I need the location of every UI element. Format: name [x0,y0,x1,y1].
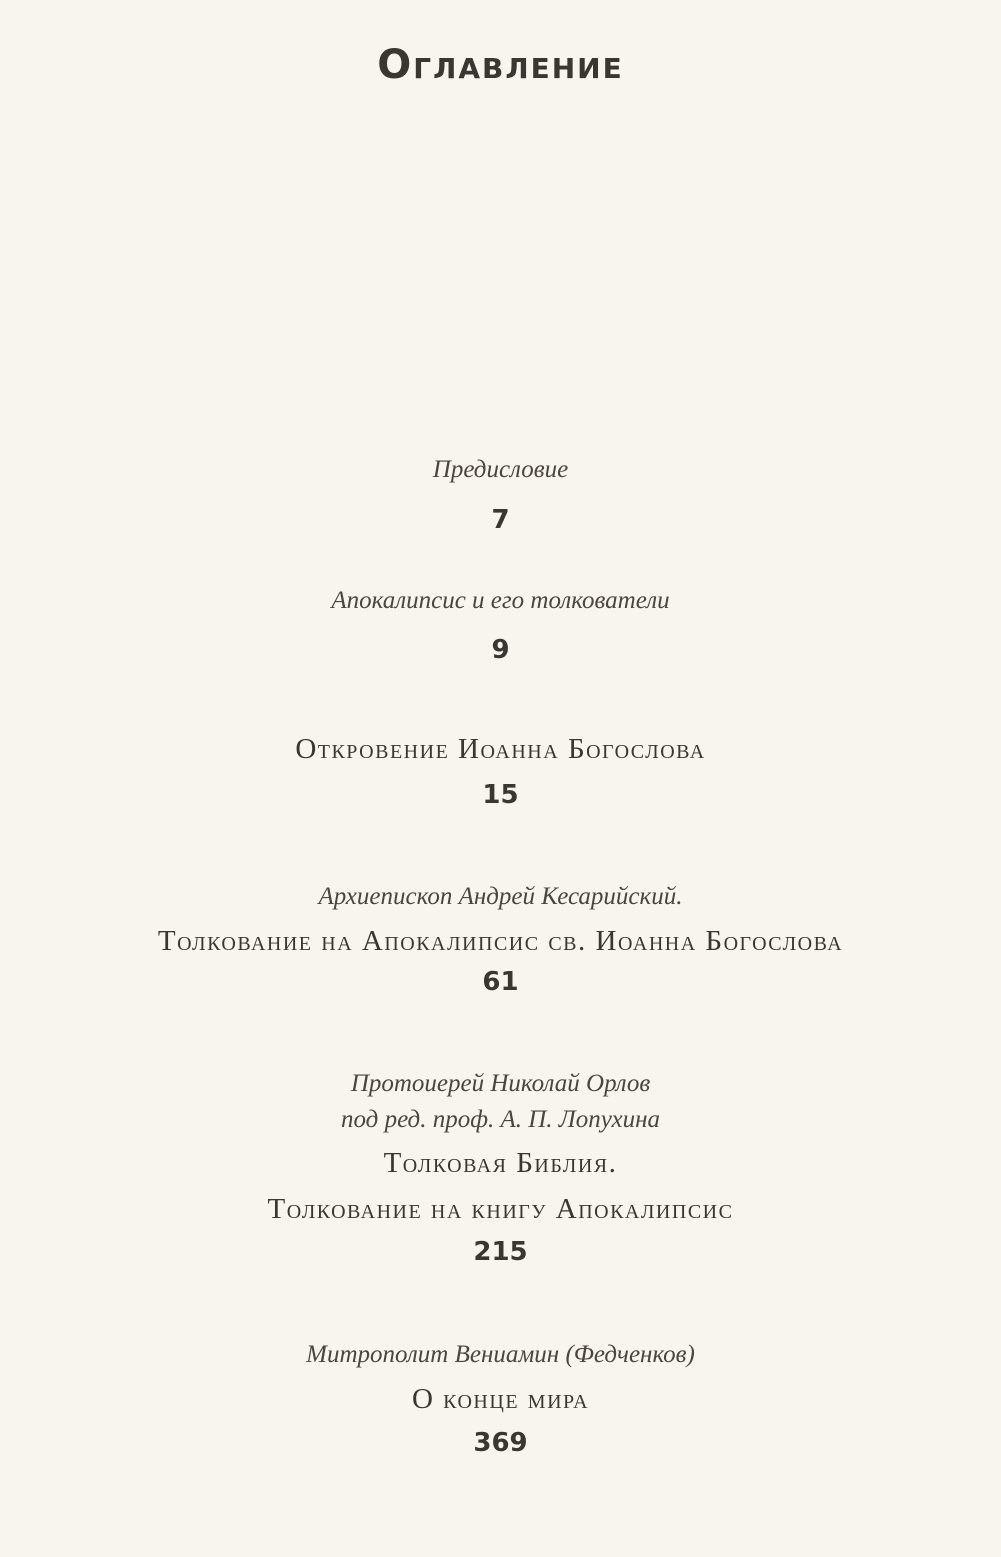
entry-veniamin-title: О конце мира [411,1383,590,1415]
entry-preface-page-number: 7 [491,505,510,535]
entry-andrew-page-number: 61 [482,967,519,997]
entry-andrew-author: Архиепископ Андрей Кесарийский. [318,883,683,910]
entry-orlov-page-number: 215 [473,1237,528,1267]
entry-orlov-author: Протоиерей Николай Орлов [350,1070,651,1097]
entry-orlov-editor: под ред. проф. А. П. Лопухина [341,1106,660,1133]
entry-veniamin-page-number: 369 [473,1428,528,1458]
entry-interpreters-title: Апокалипсис и его толкователи [331,587,670,614]
entry-revelation-page-number: 15 [482,780,519,810]
entry-revelation-title: Откровение Иоанна Богослова [295,733,706,765]
entry-interpreters-page-number: 9 [491,635,510,665]
entry-orlov-subtitle: Толкование на книгу Апокалипсис [267,1193,734,1225]
entry-andrew-title: Толкование на Апокалипсис св. Иоанна Богослова [157,925,844,957]
page-title: Оглавление [377,42,624,88]
entry-veniamin-author: Митрополит Вениамин (Федченков) [306,1341,695,1368]
entry-preface-title: Предисловие [432,456,569,483]
entry-orlov-title: Толковая Библия. [383,1147,618,1179]
